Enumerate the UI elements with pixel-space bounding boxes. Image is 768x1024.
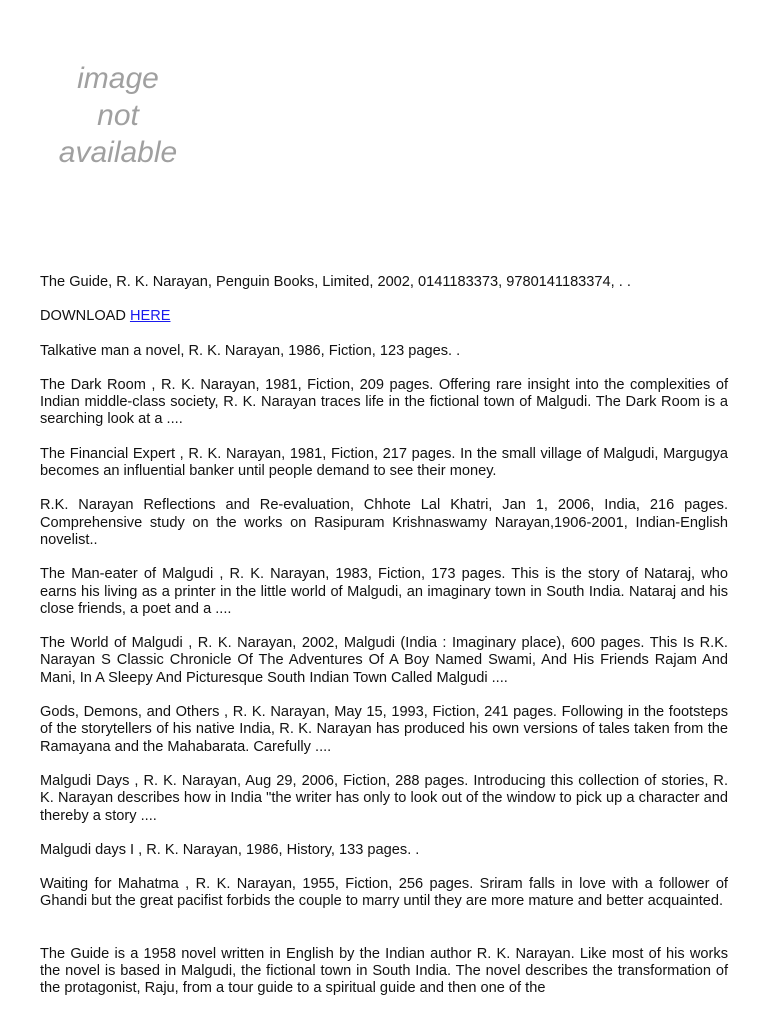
book-header-line: The Guide, R. K. Narayan, Penguin Books, Limited, 2002, 0141183373, 9780141183374, . .: [40, 274, 631, 290]
list-item: The Dark Room , R. K. Narayan, 1981, Fiction, 209 pages. Offering rare insight into the complexities of Indian middle-class society, R. K. Narayan traces life in the fictional town of Malgudi. The Dark Room is a searching look at a ....: [40, 376, 728, 428]
list-item: The Man-eater of Malgudi , R. K. Narayan, 1983, Fiction, 173 pages. This is the story of Nataraj, who earns his living as a printer in the little world of Malgudi, an imaginary town in South India. Nataraj and his close friends, a poet and a ....: [40, 566, 728, 617]
download-line: [40, 308, 728, 325]
list-item: Waiting for Mahatma , R. K. Narayan, 1955, Fiction, 256 pages. Sriram falls in love with a follower of Ghandi but the great pacifist forbids the couple to marry until they are more mature and better acquainted.: [40, 876, 728, 910]
placeholder-line-3: available: [58, 136, 178, 169]
list-item: Malgudi days I , R. K. Narayan, 1986, History, 133 pages. .: [40, 841, 420, 858]
download-label: DOWNLOAD: [40, 308, 126, 325]
placeholder-line-2: not: [97, 99, 139, 132]
list-item: The World of Malgudi , R. K. Narayan, 2002, Malgudi (India : Imaginary place), 600 pages. This Is R.K. Narayan S Classic Chronicle Of The Adventures Of A Boy Named Swami, And His Friends Rajam And Mani, In A Sleepy And Picturesque South Indian Town Called Malgudi ....: [40, 635, 728, 686]
list-item: The Financial Expert , R. K. Narayan, 1981, Fiction, 217 pages. In the small village of Malgudi, Margugya becomes an influential banker until people demand to see their money.: [40, 445, 728, 480]
list-item: Talkative man a novel, R. K. Narayan, 1986, Fiction, 123 pages. .: [40, 342, 461, 359]
list-item: Gods, Demons, and Others , R. K. Narayan, May 15, 1993, Fiction, 241 pages. Following in the footsteps of the storytellers of his native India, R. K. Narayan has produced his own versions of tales taken from the Ramayana and the Mahabarata. Carefully ....: [40, 704, 728, 755]
placeholder-line-1: image: [77, 62, 159, 95]
image-not-available-placeholder: [52, 60, 184, 171]
summary-paragraph: The Guide is a 1958 novel written in English by the Indian author R. K. Narayan. Like most of his works the novel is based in Malgudi, the fictional town in South India. The novel describes the transformation of the protagonist, Raju, from a tour guide to a spiritual guide and then one of the: [40, 945, 728, 997]
document-body: [40, 274, 728, 1015]
list-item: Malgudi Days , R. K. Narayan, Aug 29, 2006, Fiction, 288 pages. Introducing this collection of stories, R. K. Narayan describes how in India "the writer has only to look out of the window to pick up a character and thereby a story ....: [40, 772, 728, 824]
download-here-link[interactable]: HERE: [129, 308, 171, 325]
list-item: R.K. Narayan Reflections and Re-evaluation, Chhote Lal Khatri, Jan 1, 2006, India, 216 pages. Comprehensive study on the works on Rasipuram Krishnaswamy Narayan,1906-2001, Indian-English novelist..: [40, 497, 728, 548]
